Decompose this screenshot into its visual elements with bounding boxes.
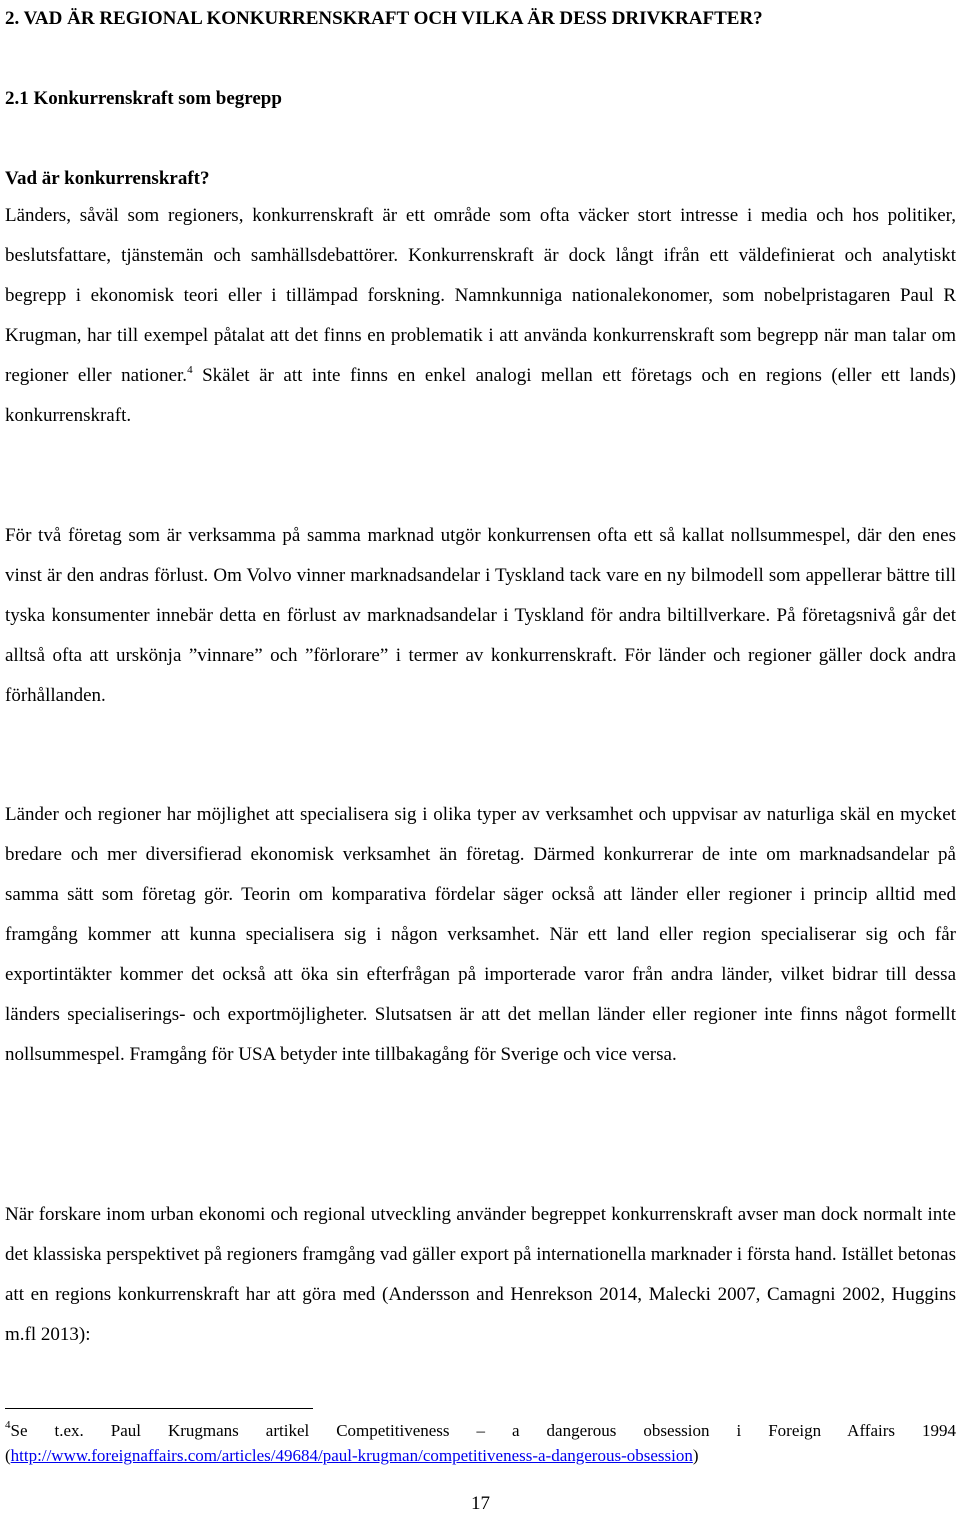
footnote-link[interactable]: http://www.foreignaffairs.com/articles/49684/paul-krugman/competitiveness-a-dangerous-obsession xyxy=(10,1446,693,1465)
paragraph-1-text-after: Skälet är att inte finns en enkel analogi mellan ett företags och en regions (eller ett lands) konkurrenskraft. xyxy=(5,365,956,426)
footnote-close-paren: ) xyxy=(692,1446,699,1465)
question-heading: Vad är konkurrenskraft? xyxy=(5,168,210,189)
paragraph-2: För två företag som är verksamma på samma marknad utgör konkurrensen ofta ett så kallat nollsummespel, där den enes vinst är den andras förlust. Om Volvo vinner marknadsandelar i Tyskland tack vare en ny bilmodell som appellerar bättre till tyska konsumenter innebär detta en förlust av marknadsandelar i Tyskland för andra biltillverkare. På företagsnivå går det alltså ofta att urskönja ”vinnare” och ”förlorare” i termer av konkurrenskraft. För länder och regioner gäller dock andra förhållanden. xyxy=(5,525,956,706)
footnote-divider xyxy=(5,1408,313,1409)
footnote-text: Se t.ex. Paul Krugmans artikel Competitiveness – a dangerous obsession i Foreign Affairs 1994 xyxy=(10,1421,956,1440)
page-number: 17 xyxy=(471,1493,490,1514)
paragraph-1 xyxy=(5,196,956,436)
paragraph-3: Länder och regioner har möjlighet att specialisera sig i olika typer av verksamhet och uppvisar av naturliga skäl en mycket bredare och mer diversifierad ekonomisk verksamhet än företag. Därmed konkurrerar de inte om marknadsandelar på samma sätt som företag gör. Teorin om komparativa fördelar säger också att länder eller regioner i princip alltid med framgång kommer att kunna specialisera sig i någon verksamhet. När ett land eller region specialiserar sig och får exportintäkter kommer det också att öka sin efterfrågan på importerade varor från andra länder, vilket bidrar till dessa länders specialiserings- och exportmöjligheter. Slutsatsen är att det mellan länder eller regioner inte finns något formellt nollsummespel. Framgång för USA betyder inte tillbakagång för Sverige och vice versa. xyxy=(5,804,956,1065)
section-heading: 2.1 Konkurrenskraft som begrepp xyxy=(5,88,282,109)
footnote-reference[interactable]: 4 xyxy=(187,364,193,376)
footnote-open-paren: ( xyxy=(5,1446,11,1465)
paragraph-4: När forskare inom urban ekonomi och regional utveckling använder begreppet konkurrenskraft avser man dock normalt inte det klassiska perspektivet på regioners framgång vad gäller export på internationella marknader i första hand. Istället betonas att en regions konkurrenskraft har att göra med (Andersson and Henrekson 2014, Malecki 2007, Camagni 2002, Huggins m.fl 2013): xyxy=(5,1204,956,1345)
footnote-number: 4 xyxy=(5,1419,11,1431)
chapter-heading: 2. VAD ÄR REGIONAL KONKURRENSKRAFT OCH VILKA ÄR DESS DRIVKRAFTER? xyxy=(5,8,763,29)
footnote xyxy=(5,1418,956,1468)
paragraph-1-text: Länders, såväl som regioners, konkurrenskraft är ett område som ofta väcker stort intresse i media och hos politiker, beslutsfattare, tjänstemän och samhällsdebattörer. Konkurrenskraft är dock långt ifrån ett väldefinierat och analytiskt begrepp i ekonomisk teori eller i tillämpad forskning. Namnkunniga nationalekonomer, som nobelpristagaren Paul R Krugman, har till exempel påtalat att det finns en problematik i att använda konkurrenskraft som begrepp när man talar om regioner eller nationer. xyxy=(5,205,956,386)
